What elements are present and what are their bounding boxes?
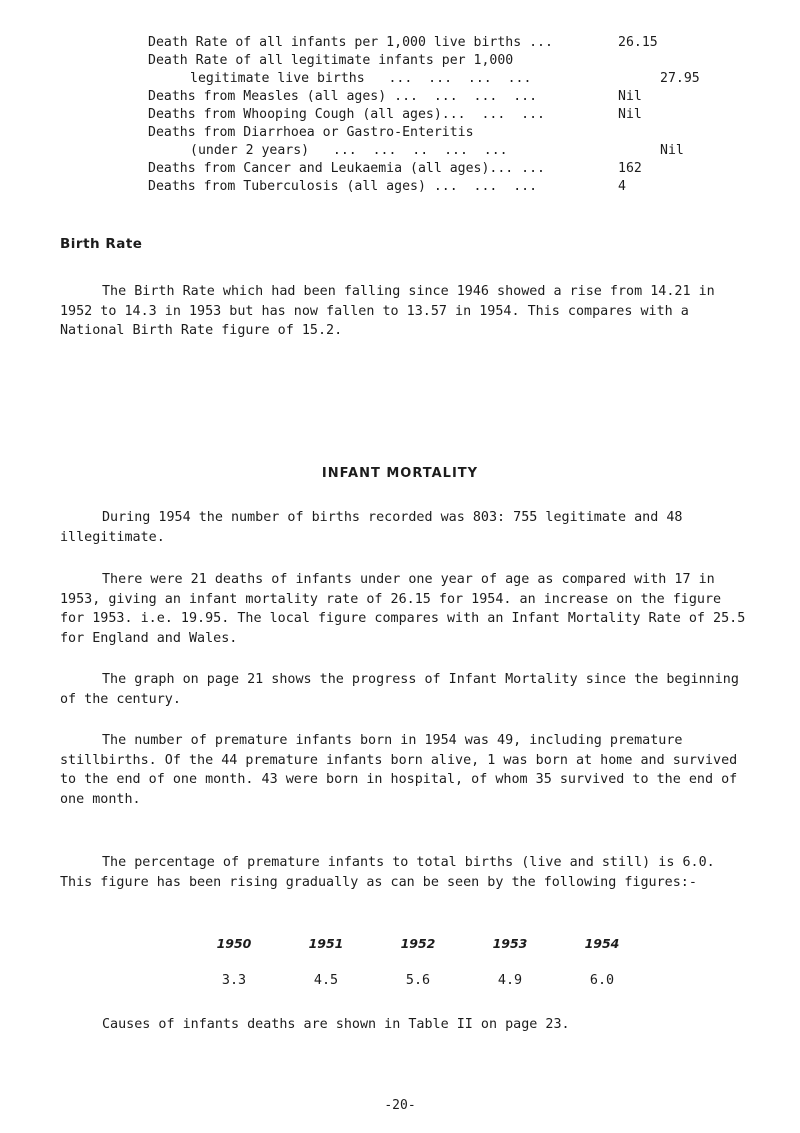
percentage-cell: 4.9 — [497, 973, 523, 988]
statistics-list — [148, 34, 708, 196]
stat-value: 4 — [618, 179, 626, 194]
stat-value: 27.95 — [660, 71, 700, 86]
stat-value — [618, 52, 708, 70]
stat-label: Deaths from Measles (all ages) ... ... ... ... — [148, 89, 538, 104]
percentage-cell: 4.5 — [313, 973, 339, 988]
stat-row — [148, 88, 708, 106]
stat-label: Death Rate of all infants per 1,000 live births ... — [148, 35, 553, 50]
percentage-cell: 6.0 — [589, 973, 615, 988]
birth-rate-paragraph: The Birth Rate which had been falling since 1946 showed a rise from 14.21 in 1952 to 14.3 in 1953 but has now fallen to 13.57 in 1954. This compares with a National Birth Rate figure of 15.2. — [60, 284, 715, 338]
stat-label: Deaths from Tuberculosis (all ages) ... ... ... — [148, 179, 538, 194]
stat-row — [148, 142, 708, 160]
stat-row — [148, 178, 708, 196]
graph-reference-paragraph: The graph on page 21 shows the progress of Infant Mortality since the beginning of the century. — [60, 672, 739, 707]
birth-rate-heading: Birth Rate — [60, 236, 143, 252]
stat-label: Deaths from Diarrhoea or Gastro-Enteritis — [148, 125, 474, 140]
percentages-row — [188, 973, 648, 988]
year-cell: 1954 — [584, 936, 620, 951]
stat-label: legitimate live births ... ... ... ... — [190, 71, 532, 86]
percentage-cell: 5.6 — [405, 973, 431, 988]
year-cell: 1951 — [308, 936, 344, 951]
stat-label: Deaths from Cancer and Leukaemia (all ages)... ... — [148, 161, 545, 176]
stat-value: Nil — [618, 107, 642, 122]
stat-label: Deaths from Whooping Cough (all ages)... ... ... — [148, 107, 545, 122]
stat-value: Nil — [618, 89, 642, 104]
premature-percentage-paragraph: The percentage of premature infants to total births (live and still) is 6.0. This figure has been rising gradually as can be seen by the following figures:- — [60, 855, 715, 890]
page-number: -20- — [384, 1098, 416, 1113]
infant-mortality-heading: INFANT MORTALITY — [321, 466, 479, 481]
percentage-cell: 3.3 — [221, 973, 247, 988]
stat-row — [148, 124, 708, 142]
premature-percentage-table — [188, 936, 648, 988]
stat-value: 26.15 — [618, 35, 658, 50]
stat-label: Death Rate of all legitimate infants per 1,000 — [148, 53, 514, 68]
stat-value — [618, 124, 708, 142]
stat-row — [148, 52, 708, 70]
stat-row — [148, 34, 708, 52]
stat-value: 162 — [618, 161, 642, 176]
stat-label: (under 2 years) ... ... .. ... ... — [190, 143, 508, 158]
stat-row — [148, 70, 708, 88]
stat-value: Nil — [660, 143, 684, 158]
infant-deaths-paragraph: There were 21 deaths of infants under one year of age as compared with 17 in 1953, giving an infant mortality rate of 26.15 for 1954. an increase on the figure for 1953. i.e. 19.95. The local figure compares with an Infant Mortality Rate of 25.5 for England and Wales. — [60, 572, 746, 646]
stat-row — [148, 106, 708, 124]
year-cell: 1950 — [216, 936, 252, 951]
years-header-row — [188, 936, 648, 951]
births-paragraph: During 1954 the number of births recorded was 803: 755 legitimate and 48 illegitimate. — [60, 510, 683, 545]
causes-paragraph: Causes of infants deaths are shown in Table II on page 23. — [102, 1017, 570, 1032]
year-cell: 1953 — [492, 936, 528, 951]
stat-row — [148, 160, 708, 178]
year-cell: 1952 — [400, 936, 436, 951]
premature-infants-paragraph: The number of premature infants born in 1954 was 49, including premature stillbirths. Of the 44 premature infants born alive, 1 was born at home and survived to the end of one month. 43 were born in hospital, of whom 35 survived to the end of one month. — [60, 733, 738, 807]
